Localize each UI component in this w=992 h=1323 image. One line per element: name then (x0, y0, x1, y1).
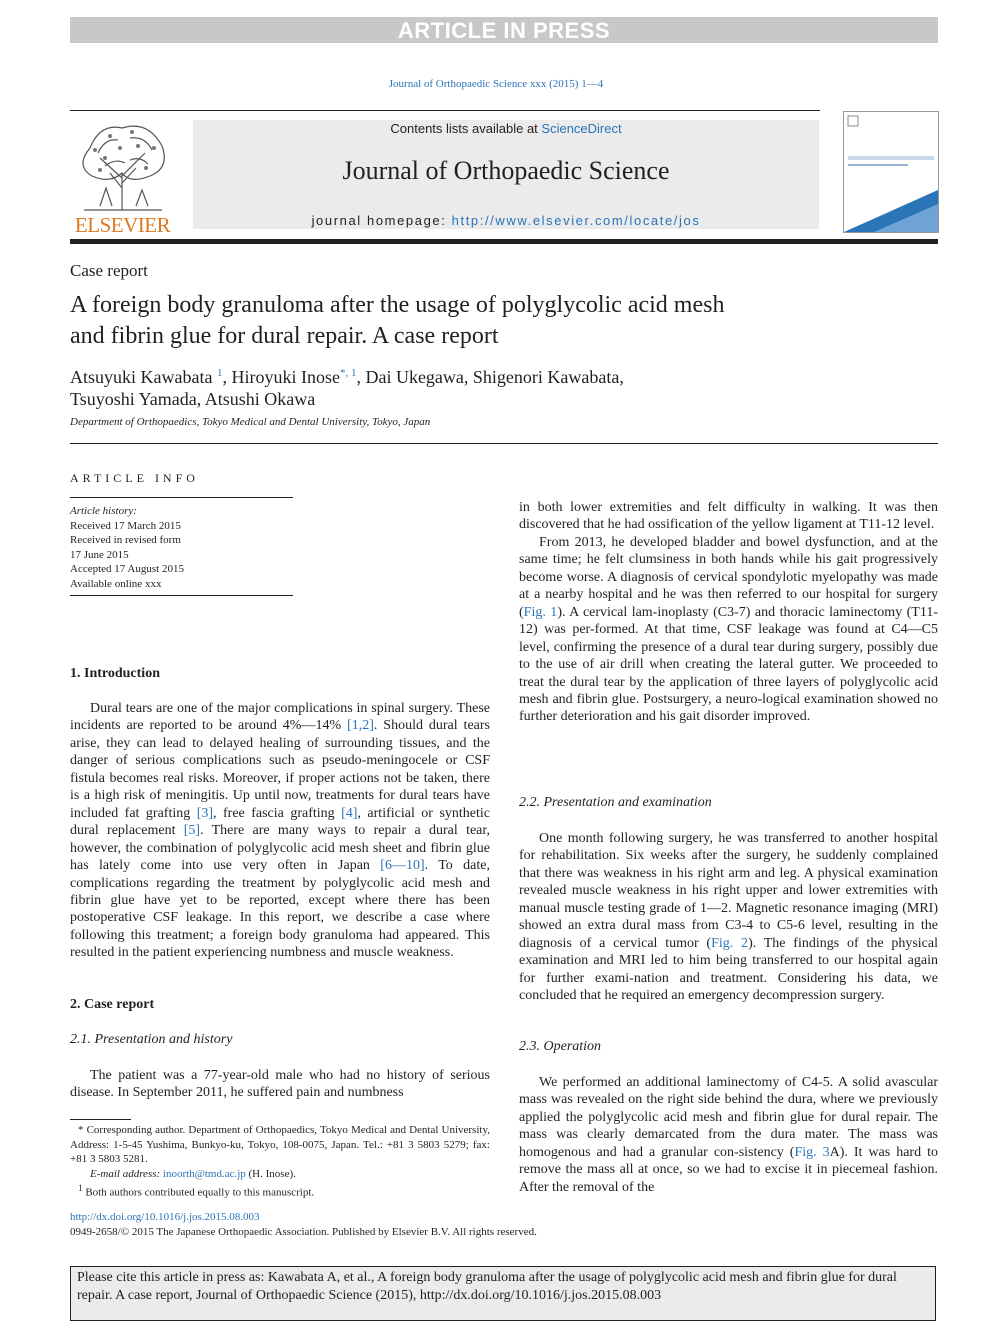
presentation-history-heading: 2.1. Presentation and history (70, 1032, 233, 1047)
author-name[interactable]: Dai Ukegawa (365, 367, 464, 387)
header-top-rule (70, 110, 820, 111)
citation-link[interactable]: [5] (183, 823, 201, 839)
footnote-marker: * (78, 1124, 84, 1136)
intro-text: , artificial or synthetic dural replacement (70, 805, 490, 839)
journal-cover-thumbnail (843, 111, 939, 233)
footnote-marker: 1 (78, 1183, 83, 1193)
presentation-examination-paragraph (519, 830, 938, 1005)
intro-text: . To date, complications regarding the treatment by polyglycolic acid mesh and fibrin glue have yet to be reported, except where there has been postoperative CSF leakage. In this report, we describe a case where following this treatment; a foreign body granuloma had appeared. This resulted in the patient experiencing numbness and muscle weakness. (70, 858, 490, 961)
citation-box: Please cite this article in press as: Kawabata A, et al., A foreign body granuloma after the usage of polyglycolic acid mesh and fibrin glue for dural repair. A case report, Journal of Orthopaedic Science (2015), http://dx.doi.org/10.1016/j.jos.2015.08.003 (70, 1266, 936, 1321)
journal-homepage-line (193, 213, 819, 228)
title-line-1: A foreign body granuloma after the usage of polyglycolic acid mesh (70, 292, 725, 318)
intro-heading: 1. Introduction (70, 666, 160, 681)
author-name[interactable]: Atsuyuki Kawabata (70, 367, 213, 387)
title-line-2: and fibrin glue for dural repair. A case report (70, 323, 499, 349)
operation-heading: 2.3. Operation (519, 1039, 602, 1054)
article-type: Case report (70, 261, 148, 280)
author-separator: , (619, 367, 624, 387)
email-label: E-mail address: (90, 1167, 163, 1180)
case-report-heading: 2. Case report (70, 997, 155, 1012)
journal-cover-icon (844, 112, 938, 232)
article-info-rule-top (70, 497, 293, 498)
section-rule (70, 443, 938, 444)
author-name[interactable]: Tsuyoshi Yamada (70, 389, 197, 409)
author-name[interactable]: Atsushi Okawa (204, 389, 316, 409)
intro-paragraph (70, 700, 490, 962)
presentation-history-paragraph (70, 1067, 490, 1102)
corresponding-author-note: Corresponding author. Department of Orthopaedics, Tokyo Medical and Dental University, Address: 1-5-45 Yushima, Bunkyo-ku, Tokyo, 108-0075, Japan. Tel.: +81 3 5803 5279; fax: +81 3 5803 5281. (70, 1124, 490, 1165)
author-separator: , (196, 389, 205, 409)
footnote-rule (70, 1119, 131, 1120)
citation-link[interactable]: [3] (196, 805, 214, 821)
history-label: Article history: (70, 505, 137, 517)
author-separator: , (356, 367, 366, 387)
citation-link[interactable]: [6—10] (380, 858, 425, 874)
footnotes (70, 1123, 490, 1200)
citation-link[interactable]: [1,2] (347, 718, 374, 734)
citation-link[interactable]: [4] (341, 805, 358, 821)
figure-link[interactable]: Fig. 1 (523, 604, 558, 620)
article-info-heading: ARTICLE INFO (70, 471, 199, 485)
article-in-press-banner: ARTICLE IN PRESS (70, 17, 938, 43)
intro-text: , free fascia grafting (213, 805, 342, 821)
history-item: Received in revised form (70, 534, 181, 546)
affiliation: Department of Orthopaedics, Tokyo Medical and Dental University, Tokyo, Japan (70, 416, 431, 428)
body-text: in both lower extremities and felt difficulty in walking. It was then discovered that he had ossification of the yellow ligament at T11-12 level. (519, 500, 938, 533)
article-title (70, 290, 870, 352)
author-name[interactable]: Hiroyuki Inose (231, 367, 340, 387)
article-history (70, 504, 184, 591)
history-item: Accepted 17 August 2015 (70, 563, 184, 575)
homepage-prefix: journal homepage: (311, 213, 452, 228)
author-separator: , (222, 367, 232, 387)
body-text: ). A cervical lam-inoplasty (C3-7) and thoracic laminectomy (T11-12) was per-formed. At that time, CSF leakage was found at C4—C5 level, confirming the presence of a dural tear during surgery, possibly due to the use of air drill when creating the lateral gutter. We proceeded to treat the dural tear by the application of three layers of polyglycolic acid mesh and fibrin glue. Postsurgery, a neuro-logical examination showed no further deterioration and his gait disorder improved. (519, 604, 939, 725)
body-text: We performed an additional laminectomy of C4-5. A solid avascular mass was revealed on the right side behind the dura, where we previously applied the polyglycolic acid mesh and fibrin glue for dural repair. The mass was clearly demarcated from the dura mater. The mass was homogenous and had a granular con-sistency ( (519, 1075, 938, 1160)
author-marker[interactable]: 1 (216, 367, 223, 379)
body-text: The patient was a 77-year-old male who had no history of serious disease. In September 2011, he suffered pain and numbness (70, 1068, 490, 1101)
doi-link[interactable]: http://dx.doi.org/10.1016/j.jos.2015.08.003 (70, 1211, 260, 1223)
history-item: Available online xxx (70, 577, 162, 590)
presentation-examination-heading: 2.2. Presentation and examination (519, 795, 712, 810)
journal-reference-link[interactable]: Journal of Orthopaedic Science xxx (2015) 1—4 (388, 78, 604, 90)
history-item: 17 June 2015 (70, 548, 129, 561)
body-text: A). It was hard to remove the mass all at once, so we had to excise it in piecemeal fashion. After the removal of the (519, 1144, 938, 1195)
contents-prefix: Contents lists available at (390, 121, 542, 136)
history-item: Received 17 March 2015 (70, 519, 181, 532)
elsevier-wordmark: ELSEVIER (74, 213, 171, 237)
figure-link[interactable]: Fig. 2 (711, 935, 749, 951)
journal-name: Journal of Orthopaedic Science (342, 156, 670, 185)
author-list (70, 362, 830, 410)
author-name[interactable]: Shigenori Kawabata (472, 367, 620, 387)
contents-available-line (193, 121, 819, 136)
header-bottom-rule (70, 239, 938, 244)
history-continued-paragraph (519, 499, 938, 726)
body-text: From 2013, he developed bladder and bowel dysfunction, and at the same time; he felt clumsiness in both hands while his gait progressively become worse. A diagnosis of cervical spondylotic myelopathy was made at a nearby hospital and he was then referred to our hospital for surgery ( (519, 534, 938, 620)
intro-text: . Should dural tears arise, they can lead to delayed healing of surrounding tissues, and the danger of serious complications such as pseudo-meningocele or CSF fistula becomes real risks. Moreover, if proper actions not be taken, there is a high risk of meningitis. Up until now, treatments for dural tears have included fat grafting (70, 718, 490, 821)
author-separator: , (463, 367, 473, 387)
sciencedirect-link[interactable]: ScienceDirect (541, 121, 622, 136)
operation-paragraph (519, 1074, 938, 1196)
figure-link[interactable]: Fig. 3 (794, 1144, 830, 1160)
intro-text: Dural tears are one of the major complications in spinal surgery. These incidents are reported to be around 4%—14% (70, 701, 490, 734)
homepage-link[interactable]: http://www.elsevier.com/locate/jos (451, 213, 701, 228)
copyright-line: 0949-2658/© 2015 The Japanese Orthopaedic Association. Published by Elsevier B.V. All rights reserved. (70, 1226, 537, 1238)
equal-contribution-note: Both authors contributed equally to this manuscript. (82, 1186, 315, 1199)
elsevier-logo (70, 118, 175, 236)
elsevier-tree-icon (70, 118, 175, 213)
body-text: ). The findings of the physical examination and MRI led to him being transferred to our hospital again for further exami-nation and treatment. Considering his data, we concluded that he required an emergency decompression surgery. (519, 935, 938, 1004)
author-marker[interactable]: *, 1 (339, 367, 357, 379)
email-link[interactable]: inoorth@tmd.ac.jp (162, 1167, 246, 1180)
body-text: One month following surgery, he was transferred to another hospital for rehabilitation. Six weeks after the surgery, he suddenly complained that there was weakness in his right arm and leg. A physical examination revealed muscle weakness in his right upper and lower extremities with manual muscle testing grade of 1—2. Magnetic resonance imaging (MRI) showed an extra dural mass from C3-4 to C5-6 level, resulting in the diagnosis of a cervical tumor ( (519, 831, 938, 951)
email-suffix: (H. Inose). (245, 1167, 296, 1180)
article-info-rule-bottom (70, 595, 293, 596)
intro-text: . There are many ways to repair a dural tear, however, the combination of polyglycolic acid mesh sheet and fibrin glue has lately come into use very often in Japan (70, 823, 490, 874)
